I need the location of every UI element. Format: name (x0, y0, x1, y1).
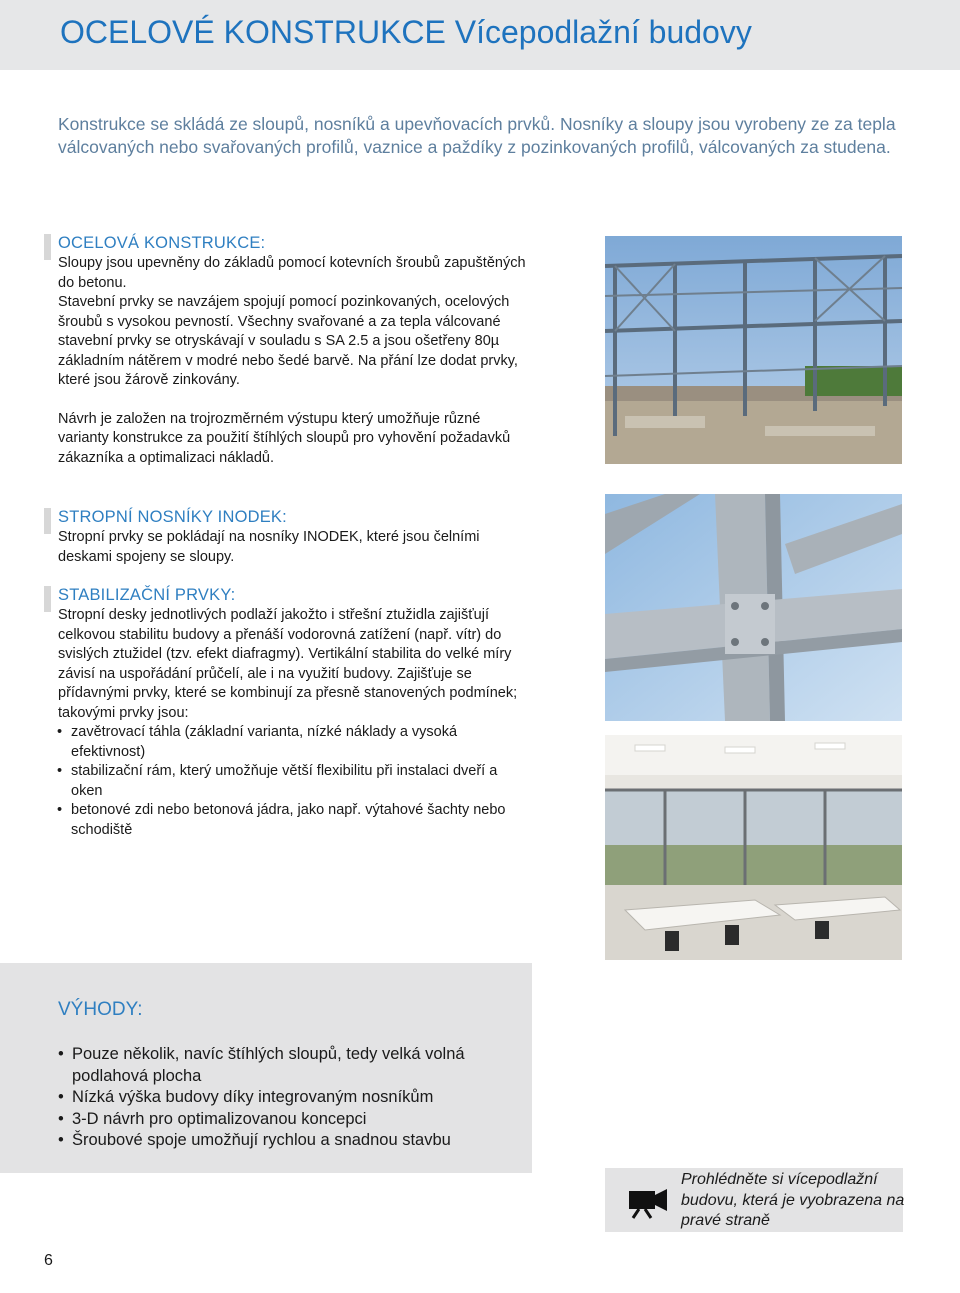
page-title: OCELOVÉ KONSTRUKCE Vícepodlažní budovy (60, 14, 752, 50)
benefits-list (58, 1044, 518, 1152)
steel-paragraph-1: Sloupy jsou upevněny do základů pomocí kotevních šroubů zapuštěných do betonu. (58, 255, 526, 291)
intro-paragraph: Konstrukce se skládá ze sloupů, nosníků a upevňovacích prvků. Nosníky a sloupy jsou vyrobeny ze za tepla válcovaných nebo svařovaných profilů, vaznice a paždíky z pozinkovaných profilů, válcovaných za studena. (58, 114, 896, 157)
header-band (0, 0, 960, 70)
list-item: • zavětrovací táhla (základní varianta, nízké náklady a vysoká efektivnost) (58, 723, 528, 762)
section-stabilization (58, 584, 528, 840)
photo-office-interior (605, 735, 902, 960)
video-note-box (605, 1168, 903, 1232)
benefits-heading: VÝHODY: (58, 999, 143, 1020)
section-inodek-beams (58, 506, 528, 567)
section-marker (44, 234, 51, 260)
list-item: • stabilizační rám, který umožňuje větší flexibilitu při instalaci dveří a oken (58, 762, 528, 801)
list-item: • 3-D návrh pro optimalizovanou koncepci (58, 1109, 518, 1131)
list-item: • Pouze několik, navíc štíhlých sloupů, tedy velká volná podlahová plocha (58, 1044, 518, 1087)
section-marker (44, 508, 51, 534)
video-note-text: Prohlédněte si vícepodlažní budovu, která je vyobrazena na pravé straně (681, 1171, 905, 1229)
video-camera-icon (627, 1185, 671, 1219)
page-number: 6 (44, 1252, 53, 1269)
stabilization-paragraph: Stropní desky jednotlivých podlaží jakožto i střešní ztužidla zajišťují celkovou stabilitu budovy a přenáší vodorovná zatížení (např. vítr) do svislých ztužidel (tzv. efekt diafragmy). Vertikální stabilita do velké míry závisí na uspořádání průčelí, ale i na využití budovy. Zajišťuje se přídavnými prvky, které se kombinují za přesně stanovených podmínek; takovými prvky jsou: (58, 607, 518, 721)
section-heading: STROPNÍ NOSNÍKY INODEK: (58, 508, 287, 526)
steel-paragraph-3: Návrh je založen na trojrozměrném výstupu který umožňuje různé varianty konstrukce za použití štíhlých sloupů pro vyhovění požadavků zákazníka a optimalizaci nákladů. (58, 410, 511, 466)
photo-steel-frame (605, 236, 902, 464)
benefits-box (0, 963, 532, 1173)
beams-paragraph: Stropní prvky se pokládají na nosníky INODEK, které jsou čelními deskami spojeny se sloupy. (58, 529, 480, 565)
section-heading: STABILIZAČNÍ PRVKY: (58, 586, 236, 604)
steel-paragraph-2: Stavební prvky se navzájem spojují pomocí pozinkovaných, ocelových šroubů s vysokou pevností. Všechny svařované a za tepla válcované stavební prvky se otryskávají v souladu s SA 2.5 a jsou ošetřeny 80µ základním nátěrem v modré nebo šedé barvě. Na přání lze dodat prvky, které jsou žárově zinkovány. (58, 294, 518, 388)
section-heading: OCELOVÁ KONSTRUKCE: (58, 234, 266, 252)
list-item: • betonové zdi nebo betonová jádra, jako např. výtahové šachty nebo schodiště (58, 801, 528, 840)
list-item: • Šroubové spoje umožňují rychlou a snadnou stavbu (58, 1130, 518, 1152)
stabilization-list (58, 723, 528, 840)
photo-steel-joint (605, 494, 902, 721)
list-item: • Nízká výška budovy díky integrovaným nosníkům (58, 1087, 518, 1109)
section-steel-structure (58, 232, 528, 468)
section-marker (44, 586, 51, 612)
